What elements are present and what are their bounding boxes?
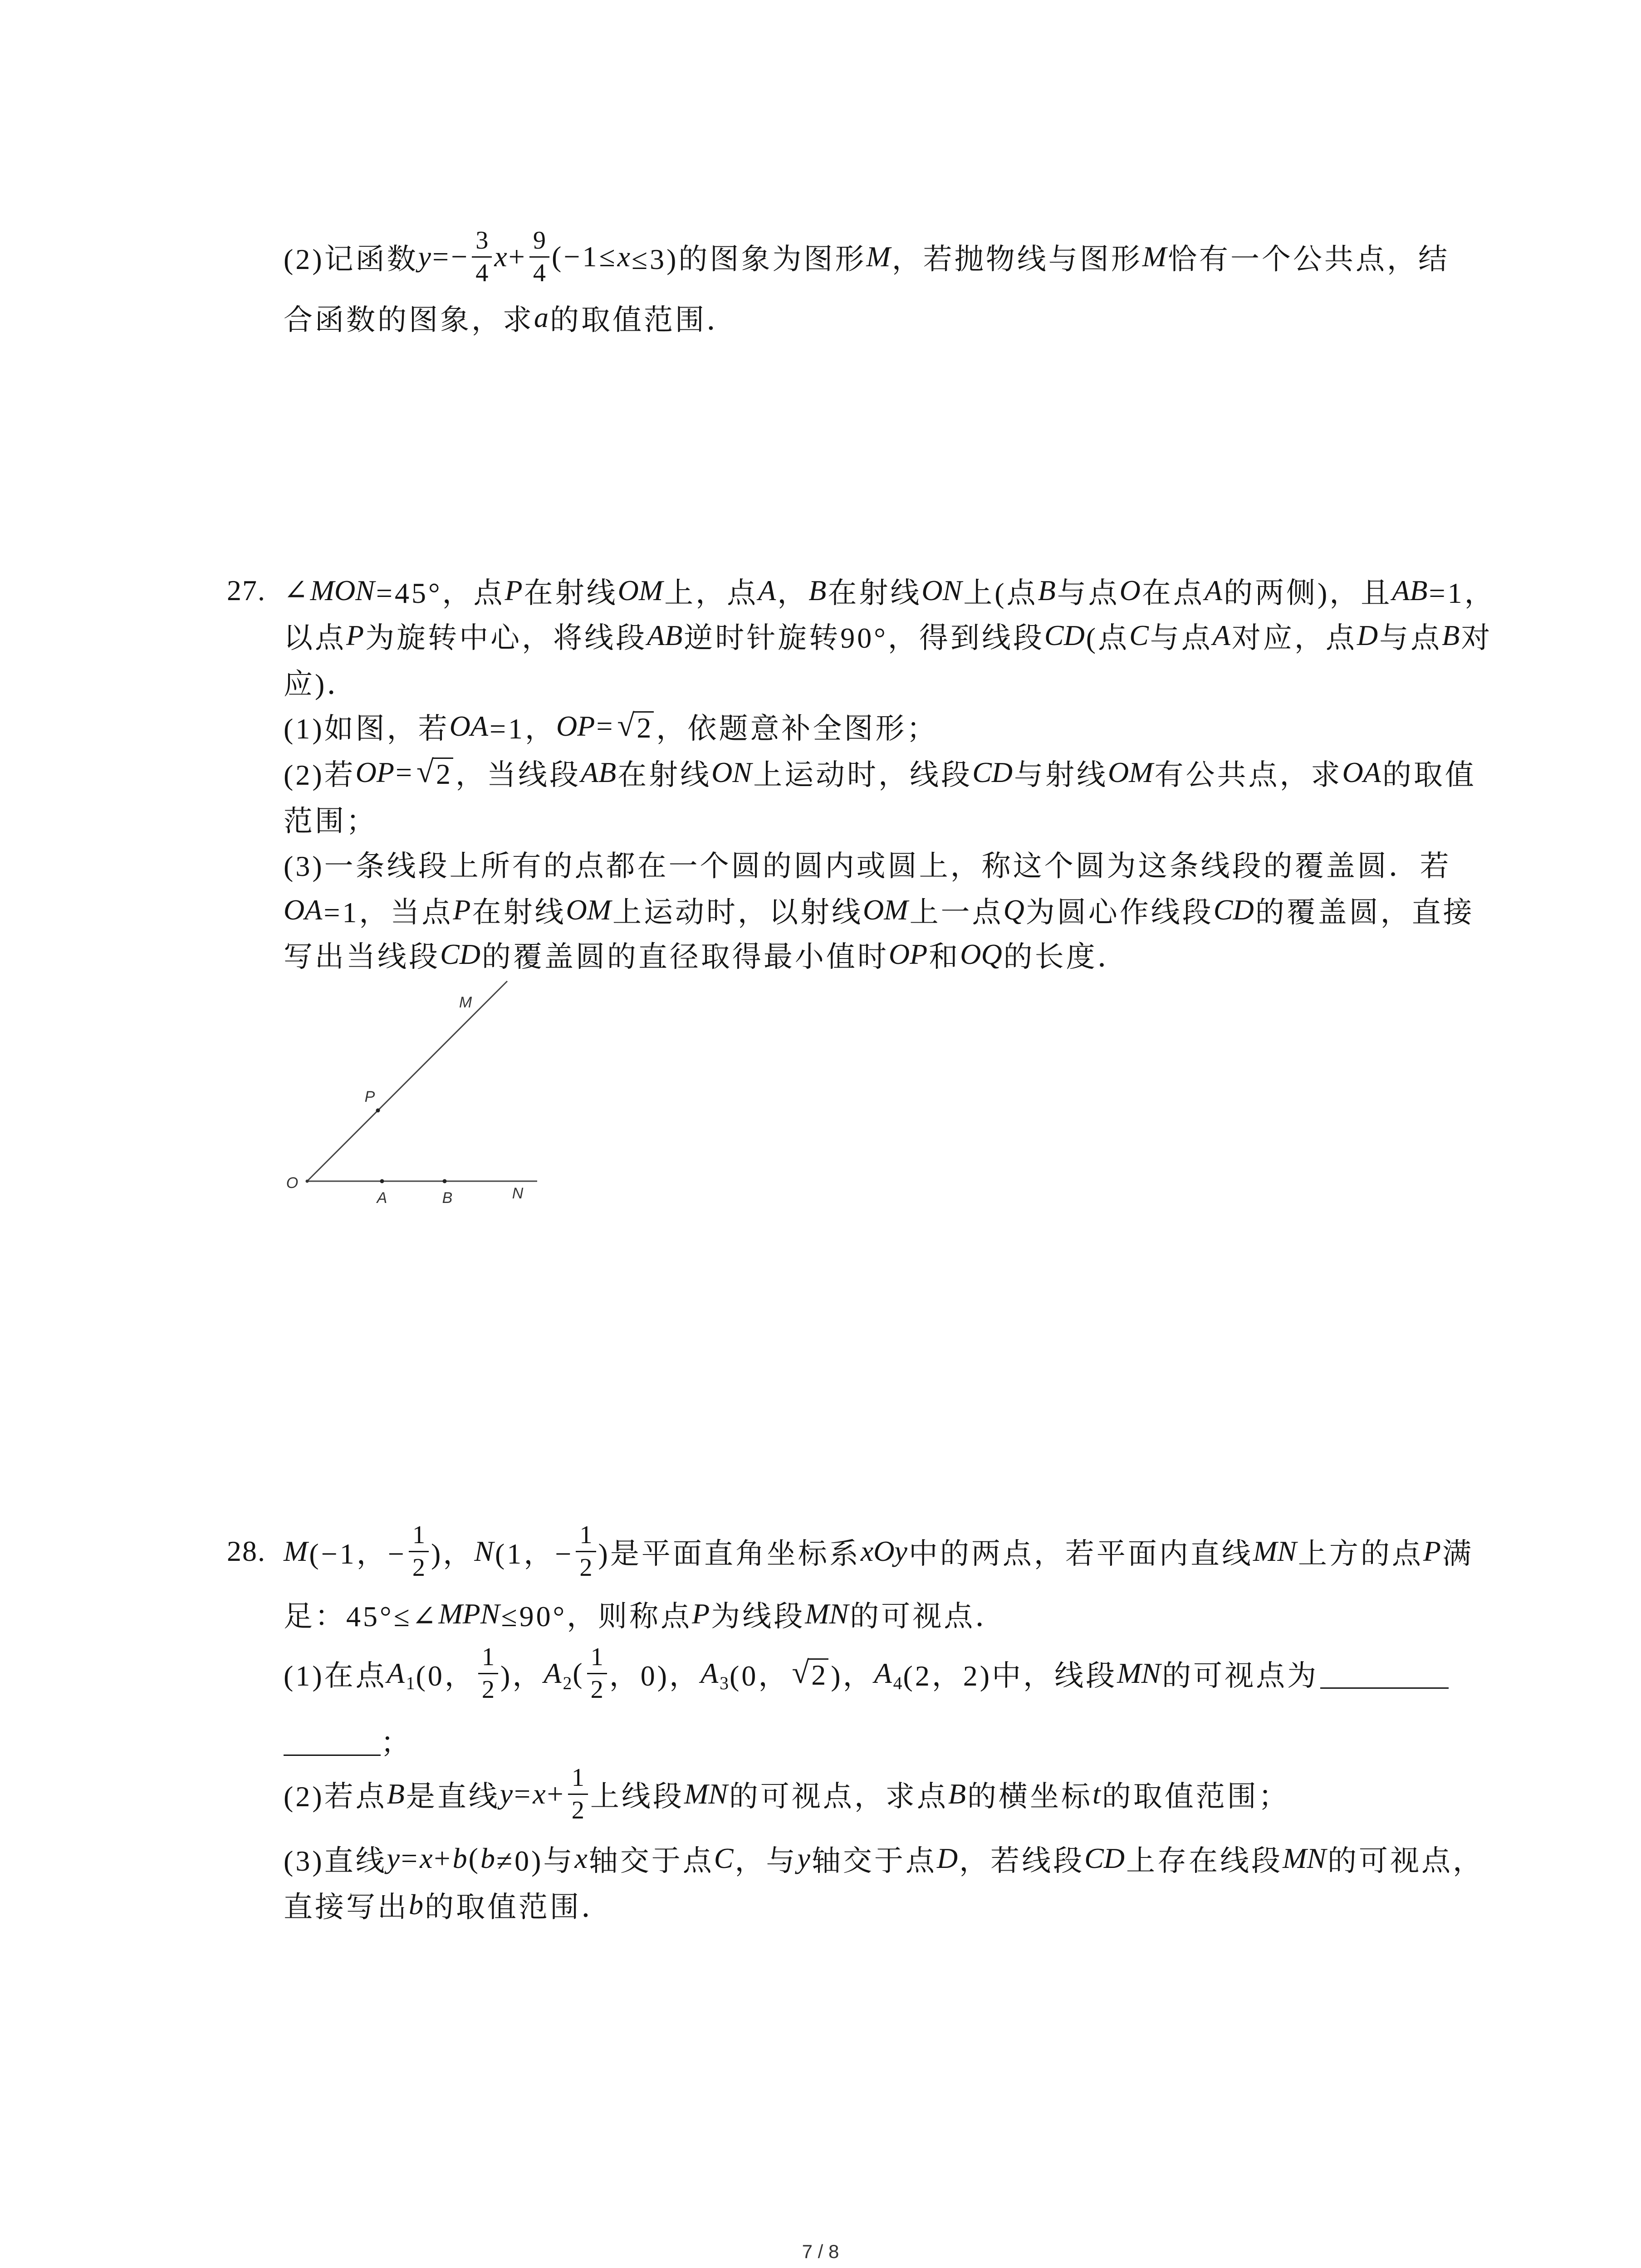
square-root: [792, 1657, 828, 1690]
text-run: 轴交于点: [811, 1845, 937, 1877]
math-variable: B: [808, 574, 827, 606]
page-number: 7 / 8: [802, 2241, 839, 2262]
label-p: P: [364, 1088, 375, 1105]
math-variable: OM: [1107, 756, 1153, 788]
text-run: 的覆盖圆，直接: [1255, 896, 1474, 929]
text-run: )，: [431, 1538, 475, 1570]
text-run: =−: [432, 240, 470, 273]
math-variable: AB: [1392, 574, 1428, 606]
radical-sign: [416, 756, 434, 789]
math-variable: AB: [647, 619, 683, 651]
fraction: [576, 1520, 596, 1583]
math-variable: A: [1204, 574, 1222, 606]
text-run: ，依题意补全图形；: [656, 713, 938, 745]
math-variable: OM: [863, 894, 908, 926]
math-variable: OP: [888, 938, 928, 970]
text-run: +: [434, 1842, 453, 1874]
math-variable: x: [533, 1778, 546, 1810]
text-run: 对: [1461, 622, 1493, 654]
question-number: 28.: [227, 1535, 266, 1567]
text-run: (: [468, 1842, 480, 1874]
math-variable: OA: [1342, 756, 1381, 788]
point-o: [306, 1180, 309, 1183]
text-run: 与点: [1057, 577, 1120, 609]
math-variable: b: [452, 1842, 467, 1874]
fraction-numerator: 3: [475, 226, 489, 254]
text-run: ≤3)的图象为图形: [631, 243, 867, 275]
text-run: 上(点: [963, 577, 1038, 609]
text-run: 上，点: [664, 577, 759, 609]
label-o: O: [286, 1174, 299, 1192]
text-run: (1)在点: [284, 1660, 387, 1692]
math-variable: MON: [310, 574, 375, 606]
point-p: [376, 1109, 380, 1113]
text-run: ，若线段: [959, 1845, 1085, 1877]
text-run: 为圆心作线段: [1025, 896, 1214, 929]
text-run: 逆时针旋转90°，得到线段: [684, 622, 1044, 654]
math-variable: b: [480, 1842, 495, 1874]
math-variable: M: [1142, 240, 1167, 273]
fraction: [472, 226, 492, 288]
fraction-denominator: 2: [478, 1673, 498, 1705]
fraction: [529, 226, 549, 288]
text-run: 在射线: [524, 577, 618, 609]
text-run: ，若抛物线与图形: [892, 243, 1142, 275]
text-run: 上运动时，以射线: [612, 896, 863, 929]
text-run: 范围；: [284, 805, 377, 837]
fraction-numerator: 1: [481, 1642, 495, 1671]
square-root: [416, 756, 453, 789]
text-run: (: [573, 1657, 585, 1689]
text-run: 的可视点为: [1162, 1660, 1319, 1692]
radical-sign: [792, 1657, 809, 1690]
math-variable: a: [534, 301, 549, 333]
math-variable: B: [1038, 574, 1056, 606]
q27-line-2: [284, 599, 1492, 672]
answer-blank: [1320, 1658, 1449, 1689]
math-variable: A: [387, 1657, 405, 1689]
text-run: =: [401, 1842, 420, 1874]
text-run: (2)若: [284, 759, 356, 791]
text-run: ≠0)与: [496, 1845, 575, 1877]
math-variable: y: [387, 1842, 400, 1874]
math-variable: CD: [1044, 619, 1085, 651]
math-variable: y: [418, 240, 431, 273]
math-variable: MN: [1283, 1842, 1326, 1874]
math-variable: MN: [1253, 1535, 1297, 1567]
text-run: =1，当点: [323, 896, 453, 929]
text-run: ∠: [284, 574, 310, 606]
math-variable: A: [544, 1657, 562, 1689]
text-run: 的可视点，: [1327, 1845, 1484, 1877]
text-run: )，: [500, 1660, 544, 1692]
math-variable: A: [700, 1657, 719, 1689]
math-variable: P: [692, 1598, 710, 1630]
text-run: (1，−: [495, 1538, 574, 1570]
math-variable: N: [474, 1535, 494, 1567]
math-variable: OM: [566, 894, 612, 926]
radicand: 2: [808, 1658, 828, 1690]
label-a: A: [377, 1189, 387, 1207]
text-run: ，当线段: [455, 759, 581, 791]
text-run: ≤90°，则称点: [501, 1600, 692, 1633]
question-number: 27.: [227, 574, 266, 606]
math-variable: P: [453, 894, 471, 926]
math-variable: OP: [355, 756, 394, 788]
fraction-numerator: 1: [412, 1520, 425, 1549]
math-variable: MPN: [438, 1598, 500, 1630]
text-run: 应)．: [284, 668, 358, 700]
math-variable: x: [420, 1842, 433, 1874]
math-variable: OP: [556, 710, 595, 742]
text-run: ，: [777, 577, 809, 609]
label-m: M: [459, 994, 472, 1011]
math-variable: P: [1423, 1535, 1441, 1567]
fraction-denominator: 2: [568, 1794, 588, 1825]
text-run: 的可视点．: [850, 1600, 1007, 1633]
label-n: N: [512, 1185, 524, 1202]
text-run: 与点: [1150, 622, 1213, 654]
math-variable: MN: [805, 1598, 849, 1630]
text-run: =: [596, 710, 615, 742]
math-variable: D: [1357, 619, 1378, 651]
text-run: 恰有一个公共点，结: [1168, 243, 1450, 275]
math-subscript: 2: [563, 1673, 572, 1693]
text-run: 上方的点: [1298, 1538, 1423, 1570]
text-run: (2，2)中，线段: [903, 1660, 1117, 1692]
math-variable: A: [1212, 619, 1230, 651]
point-a: [380, 1179, 384, 1183]
fraction-denominator: 2: [576, 1551, 596, 1583]
math-variable: xOy: [860, 1535, 907, 1567]
text-run: 在射线: [617, 759, 712, 791]
label-b: B: [442, 1189, 453, 1207]
math-variable: P: [505, 574, 523, 606]
math-variable: B: [948, 1778, 966, 1810]
text-run: =1，: [489, 713, 557, 745]
text-run: (2)若点: [284, 1780, 387, 1813]
text-run: 中的两点，若平面内直线: [908, 1538, 1253, 1570]
text-run: 与点: [1379, 622, 1442, 654]
math-subscript: 1: [406, 1673, 415, 1693]
radicand: 2: [634, 711, 654, 743]
geometry-figure: [272, 975, 554, 1211]
text-run: (1)如图，若: [284, 713, 450, 745]
text-run: =: [395, 756, 415, 788]
math-variable: M: [284, 1535, 308, 1567]
text-run: ；: [381, 1727, 412, 1759]
text-run: +: [547, 1778, 566, 1810]
math-variable: CD: [440, 938, 480, 970]
text-run: (3)一条线段上所有的点都在一个圆的圆内或圆上，称这个圆为这条线段的覆盖圆．若: [284, 850, 1451, 882]
text-run: 上存在线段: [1126, 1845, 1283, 1877]
text-run: 为线段: [711, 1600, 805, 1633]
text-run: 足：45°≤∠: [284, 1600, 439, 1633]
math-variable: CD: [972, 756, 1013, 788]
math-variable: OA: [284, 894, 323, 926]
text-run: +: [508, 240, 527, 273]
fraction-numerator: 1: [590, 1642, 603, 1671]
text-run: 合函数的图象，求: [284, 304, 534, 336]
math-variable: MN: [684, 1778, 728, 1810]
text-run: ，与: [735, 1845, 798, 1877]
math-variable: C: [714, 1842, 734, 1874]
math-variable: y: [797, 1842, 810, 1874]
q27-line-5: [284, 736, 1476, 809]
text-run: 以点: [284, 622, 346, 654]
text-run: (3)直线: [284, 1845, 387, 1877]
text-run: (点: [1086, 622, 1130, 654]
math-variable: O: [1119, 574, 1141, 606]
text-run: =45°，点: [376, 577, 505, 609]
fraction: [587, 1642, 607, 1705]
text-run: (−1，−: [309, 1538, 407, 1570]
text-run: (0，: [416, 1660, 476, 1692]
ray-om: [307, 981, 507, 1181]
text-run: 的可视点，求点: [729, 1780, 948, 1813]
text-run: 的取值范围．: [550, 304, 738, 336]
math-subscript: 3: [720, 1673, 729, 1693]
text-run: 的取值范围；: [1102, 1780, 1290, 1813]
fraction-numerator: 1: [579, 1520, 593, 1549]
math-variable: A: [758, 574, 776, 606]
math-variable: t: [1092, 1778, 1101, 1810]
q28-line-1: [284, 1515, 1474, 1588]
math-variable: Q: [1003, 894, 1024, 926]
text-run: 直接写出: [284, 1891, 409, 1923]
fraction-numerator: 9: [533, 226, 546, 254]
text-run: =: [514, 1778, 533, 1810]
math-variable: OA: [449, 710, 488, 742]
text-run: 的覆盖圆的直径取得最小值时: [481, 941, 889, 973]
text-run: 在射线: [472, 896, 566, 929]
point-b: [443, 1179, 447, 1183]
math-variable: C: [1129, 619, 1149, 651]
text-run: 在点: [1141, 577, 1205, 609]
math-variable: CD: [1213, 894, 1254, 926]
text-run: 轴交于点: [588, 1845, 714, 1877]
text-run: 是直线: [406, 1780, 500, 1813]
math-variable: y: [500, 1778, 513, 1810]
text-run: 上线段: [590, 1780, 684, 1813]
fraction: [478, 1642, 498, 1705]
q28-line-3: [284, 1637, 1449, 1710]
text-run: (2)记函数: [284, 243, 418, 275]
text-run: 的横坐标: [967, 1780, 1092, 1813]
text-run: 的两侧)，且: [1223, 577, 1392, 609]
text-run: (0，: [730, 1660, 790, 1692]
math-variable: M: [866, 240, 891, 273]
text-run: 上一点: [909, 896, 1004, 929]
math-subscript: 4: [893, 1673, 902, 1693]
text-run: =1，: [1429, 577, 1496, 609]
text-run: 和: [929, 941, 960, 973]
text-run: 上运动时，线段: [753, 759, 973, 791]
text-run: 的长度．: [1003, 941, 1129, 973]
text-run: 有公共点，求: [1154, 759, 1342, 791]
text-run: 满: [1442, 1538, 1474, 1570]
text-run: 为旋转中心，将线段: [365, 622, 647, 654]
text-run: 在射线: [828, 577, 922, 609]
text-run: 的取值: [1382, 759, 1476, 791]
answer-blank: [284, 1725, 381, 1756]
fraction: [409, 1520, 429, 1583]
text-run: ，0)，: [609, 1660, 701, 1692]
text-run: 的取值范围．: [425, 1891, 612, 1923]
math-variable: ON: [711, 756, 752, 788]
fraction-denominator: 2: [409, 1551, 429, 1583]
fraction-denominator: 4: [472, 256, 492, 288]
text-run: )是平面直角坐标系: [598, 1538, 861, 1570]
radicand: 2: [433, 758, 453, 789]
fraction-denominator: 2: [587, 1673, 607, 1705]
math-variable: D: [936, 1842, 958, 1874]
text-run: (−1≤: [552, 240, 617, 273]
math-variable: x: [617, 240, 630, 273]
math-variable: b: [409, 1888, 423, 1921]
fraction-denominator: 4: [529, 256, 549, 288]
math-variable: AB: [580, 756, 617, 788]
fraction: [568, 1763, 588, 1825]
math-variable: OQ: [960, 938, 1002, 970]
q26-part2-line-2: [284, 281, 738, 354]
math-variable: MN: [1117, 1657, 1161, 1689]
math-variable: B: [387, 1778, 405, 1810]
q28-line-5: [284, 1758, 1290, 1830]
text-run: 对应，点: [1231, 622, 1357, 654]
math-variable: x: [494, 240, 507, 273]
math-variable: A: [874, 1657, 892, 1689]
text-run: 写出当线段: [284, 941, 440, 973]
math-variable: x: [574, 1842, 588, 1874]
math-variable: ON: [921, 574, 962, 606]
math-variable: CD: [1084, 1842, 1125, 1874]
math-variable: OM: [617, 574, 663, 606]
q28-line-7: [284, 1868, 612, 1941]
math-variable: P: [346, 619, 364, 651]
math-variable: B: [1442, 619, 1460, 651]
fraction-numerator: 1: [571, 1763, 584, 1792]
text-run: 与射线: [1014, 759, 1108, 791]
text-run: )，: [831, 1660, 874, 1692]
